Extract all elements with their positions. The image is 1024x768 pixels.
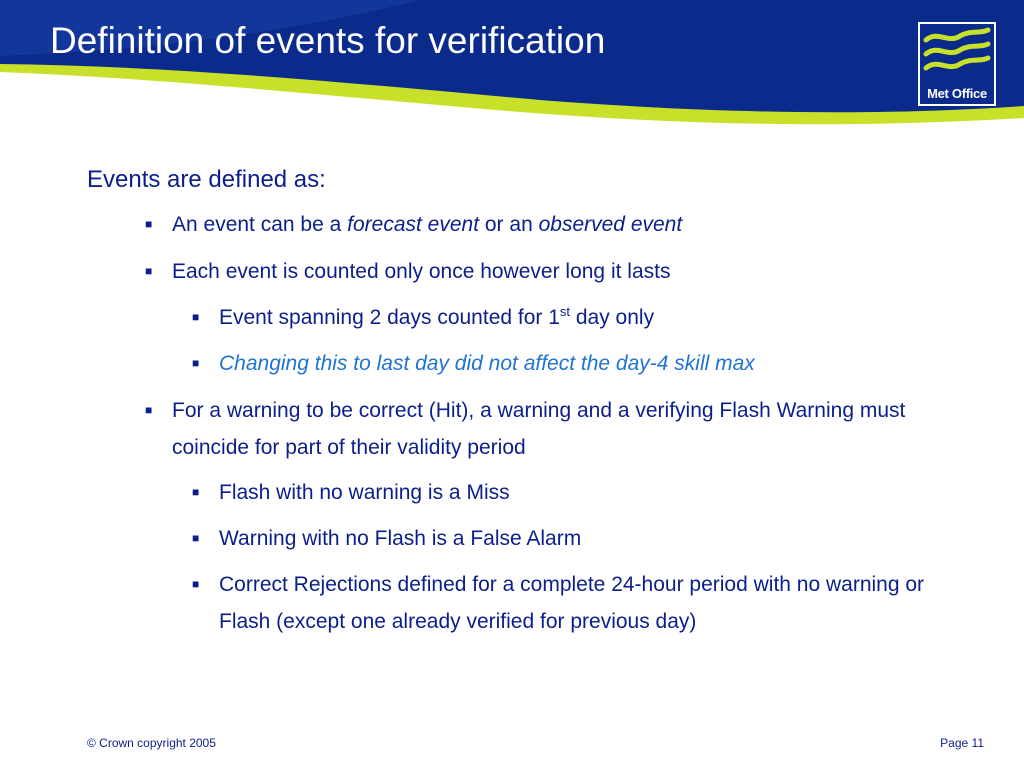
subbullet-correct-rejections <box>192 566 939 640</box>
bullet-text: Correct Rejections defined for a complete 24-hour period with no warning or Flash (except one already verified for previous day) <box>219 573 925 633</box>
ordinal-superscript: st <box>559 304 571 319</box>
square-bullet-icon: ■ <box>145 403 153 417</box>
square-bullet-icon: ■ <box>145 264 153 278</box>
wave-logo-icon <box>920 24 994 84</box>
square-bullet-icon: ■ <box>192 485 200 499</box>
subbullet-false-alarm <box>192 520 939 557</box>
footer-page-number: Page 11 <box>940 736 984 750</box>
bullet-text-italic: forecast event <box>347 213 480 236</box>
intro-text: Events are defined as: <box>87 166 326 193</box>
subbullet-spanning-days <box>192 299 939 336</box>
header-banner <box>0 0 1024 130</box>
bullet-text-italic: observed event <box>538 213 683 236</box>
bullet-text: day only <box>570 306 655 329</box>
bullet-text-part: An event can be a <box>172 213 348 236</box>
bullet-text: Event spanning 2 days counted for 1 <box>219 306 560 329</box>
bullet-forecast-observed <box>145 206 932 243</box>
logo-text: Met Office <box>927 86 987 101</box>
bullet-text: Changing this to last day did not affect the day-4 skill max <box>219 352 755 375</box>
bullet-text: Warning with no Flash is a False Alarm <box>219 527 582 550</box>
slide-title: Definition of events for verification <box>50 20 606 61</box>
subbullet-last-day-note <box>192 345 939 382</box>
square-bullet-icon: ■ <box>145 217 153 231</box>
square-bullet-icon: ■ <box>192 310 200 324</box>
met-office-logo <box>918 22 996 106</box>
bullet-text: For a warning to be correct (Hit), a warning and a verifying Flash Warning must coincide for part of their validity period <box>172 399 906 459</box>
footer-copyright: © Crown copyright 2005 <box>87 736 216 750</box>
subbullet-miss <box>192 474 939 511</box>
bullet-text: Each event is counted only once however long it lasts <box>172 260 671 283</box>
square-bullet-icon: ■ <box>192 356 200 370</box>
bullet-text: Flash with no warning is a Miss <box>219 481 510 504</box>
square-bullet-icon: ■ <box>192 577 200 591</box>
bullet-warning-correct <box>145 392 932 466</box>
square-bullet-icon: ■ <box>192 531 200 545</box>
bullet-counted-once <box>145 253 932 290</box>
bullet-text-part: or an <box>479 213 539 236</box>
